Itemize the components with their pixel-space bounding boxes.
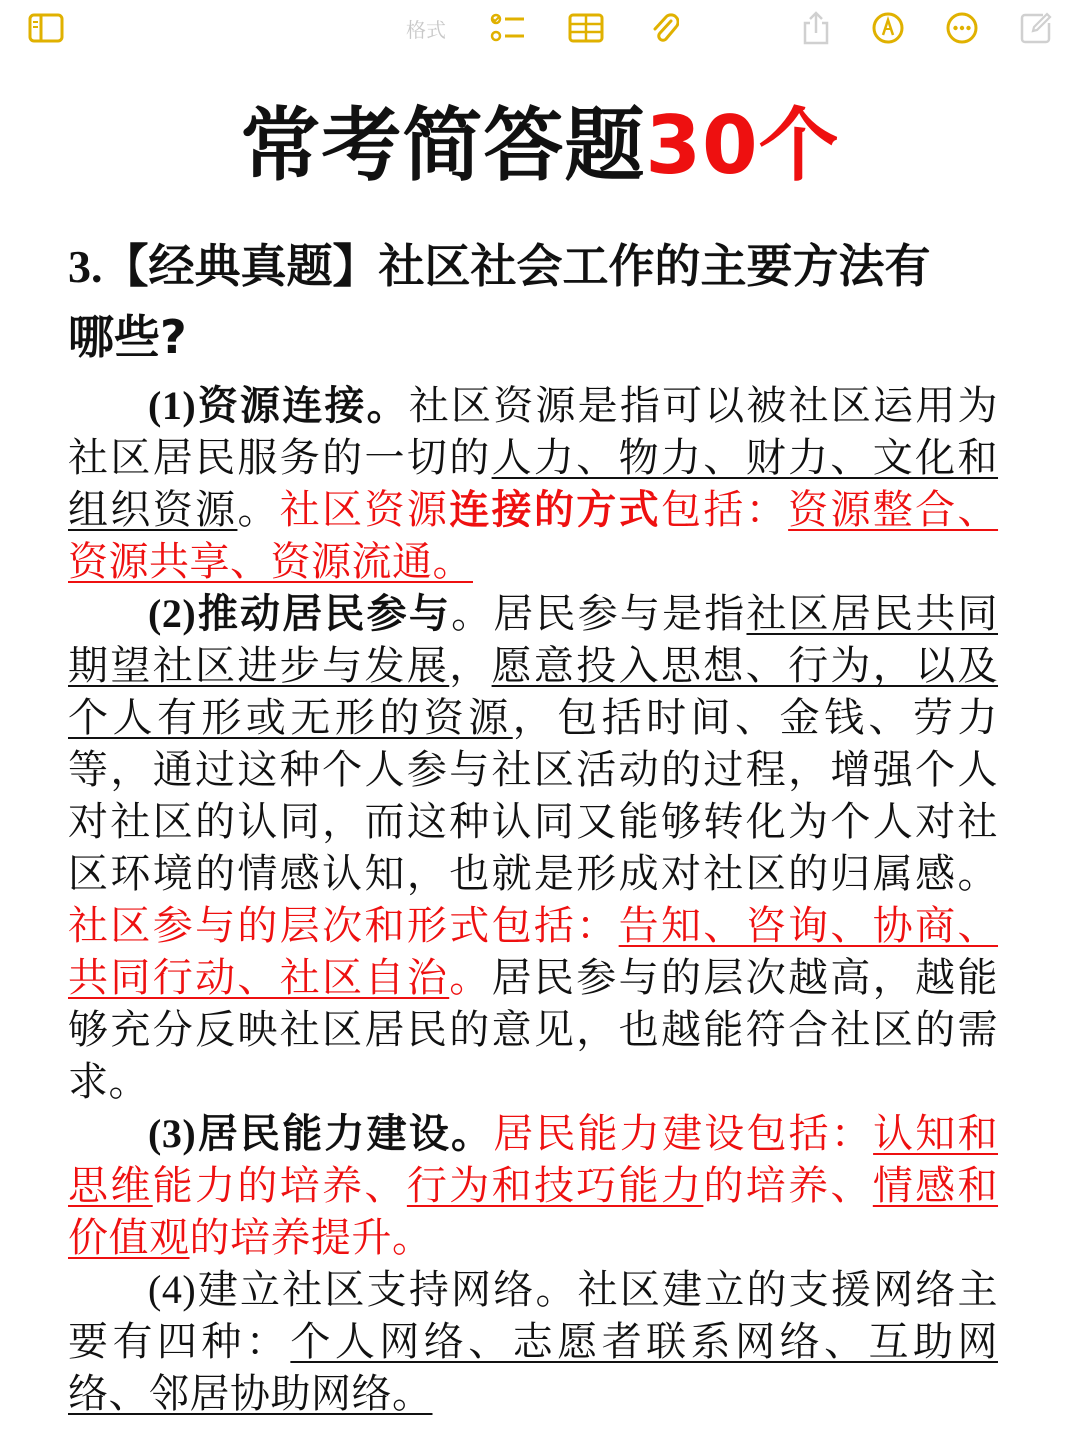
p1-text: 社区资源是指可以被社区运用为社区居民服务的一切的 [68,383,998,481]
p1-red-underline: 资源整合、资源共享、资源流通。 [68,487,999,585]
p2-underline-2: 愿意投入思想、行为，以及个人有形或无形的资源 [68,643,999,741]
question-text-line2: 哪些? [68,310,187,364]
p3-red-underline-2: 行为和技巧能力 [406,1163,704,1209]
paragraph-2 [68,588,998,1108]
title-count: 30个 [645,99,840,192]
p2-text: 。居民参与是指 [451,591,747,637]
p1-heading: 资源连接。 [196,383,409,429]
p2-underline: 社区居民共同期望社区进步与发展 [68,591,998,689]
question-heading [68,232,1008,371]
compose-icon[interactable] [1016,10,1056,46]
p2-text-3: ，包括时间、金钱、劳力等，通过这种个人参与社区活动的过程，增强个人对社区的认同，而这种认同又能够转化为个人对社区环境的情感认知，也就是形成对社区的归属感。 [68,695,998,897]
p1-red-bold: 连接的方式 [449,487,662,533]
more-icon[interactable] [942,10,982,46]
markup-pen-icon[interactable] [868,10,908,46]
p3-red-text: 居民能力建设包括： [493,1111,874,1157]
question-number: 3. [68,241,103,292]
paragraph-4 [68,1264,998,1420]
p4-underline: 个人网络、志愿者联系网络、互助网络、邻居协助网络。 [68,1319,998,1417]
p3-red-text-4: 的培养提升。 [189,1215,433,1261]
p3-red-text-3: 的培养、 [703,1163,873,1209]
p1-text-2: 。 [237,487,280,533]
attachment-icon[interactable] [644,10,684,46]
p1-underline: 人力、物力、财力、文化和组织资源 [68,435,999,533]
p2-number: (2) [148,591,197,636]
table-icon[interactable] [566,10,606,46]
p2-red-text: 社区参与的层次和形式包括： [68,903,619,949]
sidebar-icon[interactable] [26,10,66,46]
paragraph-3 [68,1108,998,1264]
p2-text-4: 居民参与的层次越高，越能够充分反映社区居民的意见，也越能符合社区的需求。 [68,955,999,1105]
p4-text: 建立社区支持网络。社区建立的支援网络主要有四种： [68,1267,998,1365]
answer-body [68,380,998,1420]
p3-red-text-2: 能力的培养、 [152,1163,407,1209]
p1-red-text: 社区资源 [279,487,450,533]
p3-heading: 居民能力建设。 [196,1111,494,1157]
title-main: 常考简答题 [240,99,646,192]
p2-red-underline: 告知、咨询、协商、共同行动、社区自治 [68,903,999,1001]
p4-number: (4) [148,1267,197,1312]
paragraph-1 [68,380,998,588]
page-title [0,96,1080,196]
p3-red-underline-3: 情感和价值观 [68,1163,999,1261]
notes-toolbar [0,0,1080,58]
format-button[interactable]: 格式 [406,18,446,42]
question-text-line1: 【经典真题】社区社会工作的主要方法有 [102,239,931,293]
p2-red-text-2: 。 [449,955,492,1001]
p1-number: (1) [148,383,197,428]
p2-heading: 推动居民参与 [196,591,452,637]
p3-red-underline: 认知和思维 [68,1111,998,1209]
p3-number: (3) [148,1111,197,1156]
checklist-icon[interactable] [488,10,528,46]
share-icon[interactable] [796,10,836,46]
p2-text-2: ， [449,643,492,689]
p1-red-text-2: 包括： [661,487,789,533]
